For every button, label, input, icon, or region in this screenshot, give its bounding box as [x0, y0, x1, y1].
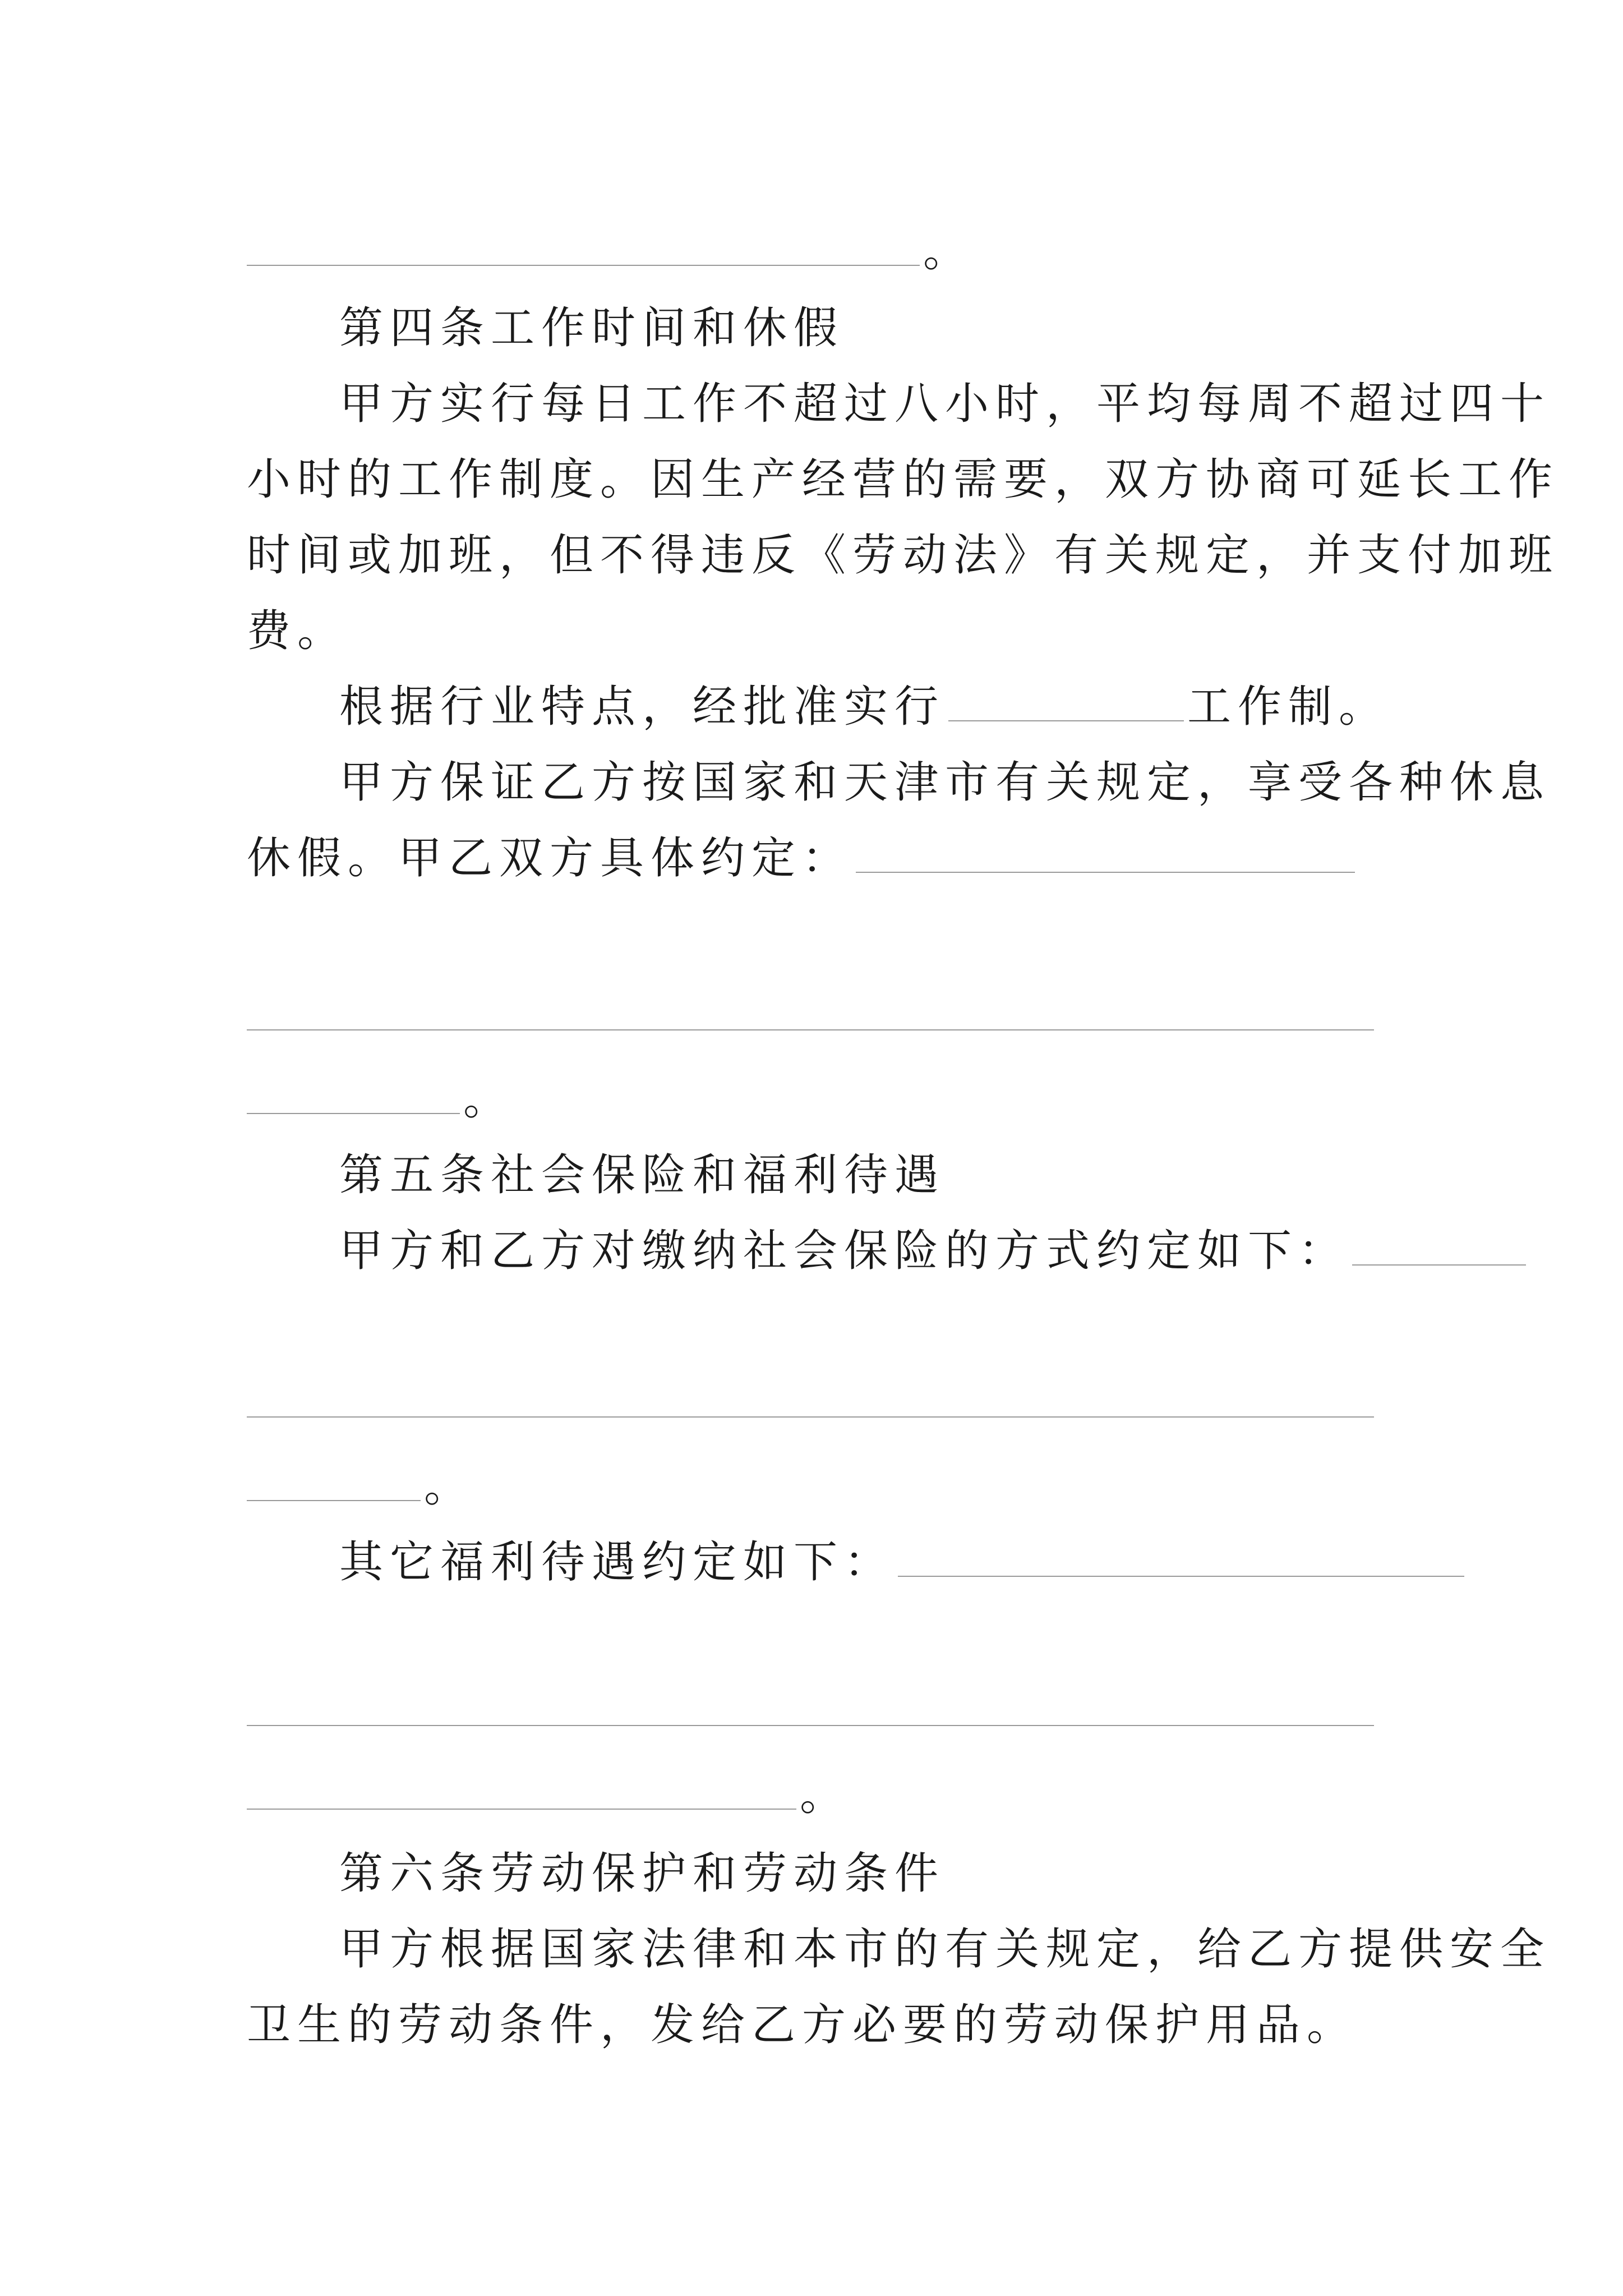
article-4-paragraph-line: 费。 [247, 606, 348, 656]
line-text: 。 [463, 1074, 514, 1125]
article-4-paragraph-line: 甲方保证乙方按国家和天津市有关规定，享受各种休息 [339, 757, 1551, 808]
blank-line-end [247, 1447, 1385, 1526]
fill-in-blank [948, 687, 1184, 721]
fill-in-rule [247, 1725, 1374, 1726]
line-text: 其它福利待遇约定如下： [339, 1537, 895, 1588]
fill-in-blank [898, 1542, 1464, 1577]
line-text: 。 [800, 1770, 851, 1820]
blank-line-end [247, 1060, 1385, 1139]
article-4-paragraph-line: 小时的工作制度。因生产经营的需要，双方协商可延长工作 [247, 454, 1560, 505]
line-text: 工作制。 [1187, 682, 1390, 732]
line-text: 。 [424, 1461, 475, 1512]
work-system-line [247, 668, 1478, 746]
article-4-paragraph-line: 甲方实行每日工作不超过八小时，平均每周不超过四十 [339, 379, 1551, 429]
line-text: 。 [923, 226, 974, 277]
article-6-paragraph-line: 卫生的劳动条件，发给乙方必要的劳动保护用品。 [247, 2000, 1358, 2050]
fill-in-blank [1352, 1231, 1526, 1266]
line-text: 甲方和乙方对缴纳社会保险的方式约定如下： [339, 1226, 1349, 1276]
article-6-title: 第六条劳动保护和劳动条件 [339, 1848, 946, 1899]
blank-line-end [247, 1756, 1385, 1834]
fill-in-blank [247, 1775, 796, 1810]
fill-in-blank [856, 838, 1355, 873]
article-6-paragraph-line: 甲方根据国家法律和本市的有关规定，给乙方提供安全 [339, 1924, 1551, 1975]
article-4-title: 第四条工作时间和休假 [339, 303, 845, 353]
line-text: 根据行业特点，经批准实行 [339, 682, 946, 732]
fill-in-rule [247, 1029, 1374, 1030]
fill-in-blank [247, 1466, 421, 1501]
fill-in-rule [247, 1416, 1374, 1418]
holiday-agreement-line [247, 819, 1385, 898]
article-4-paragraph-line: 时间或加班，但不得违反《劳动法》有关规定，并支付加班 [247, 530, 1560, 581]
other-benefits-line [247, 1523, 1478, 1602]
article-5-title: 第五条社会保险和福利待遇 [339, 1150, 946, 1200]
line-text: 休假。甲乙双方具体约定： [247, 833, 853, 884]
fill-in-blank [247, 1079, 460, 1114]
fill-in-blank [247, 231, 920, 266]
blank-line-end [247, 212, 1385, 291]
social-insurance-line [247, 1212, 1478, 1290]
